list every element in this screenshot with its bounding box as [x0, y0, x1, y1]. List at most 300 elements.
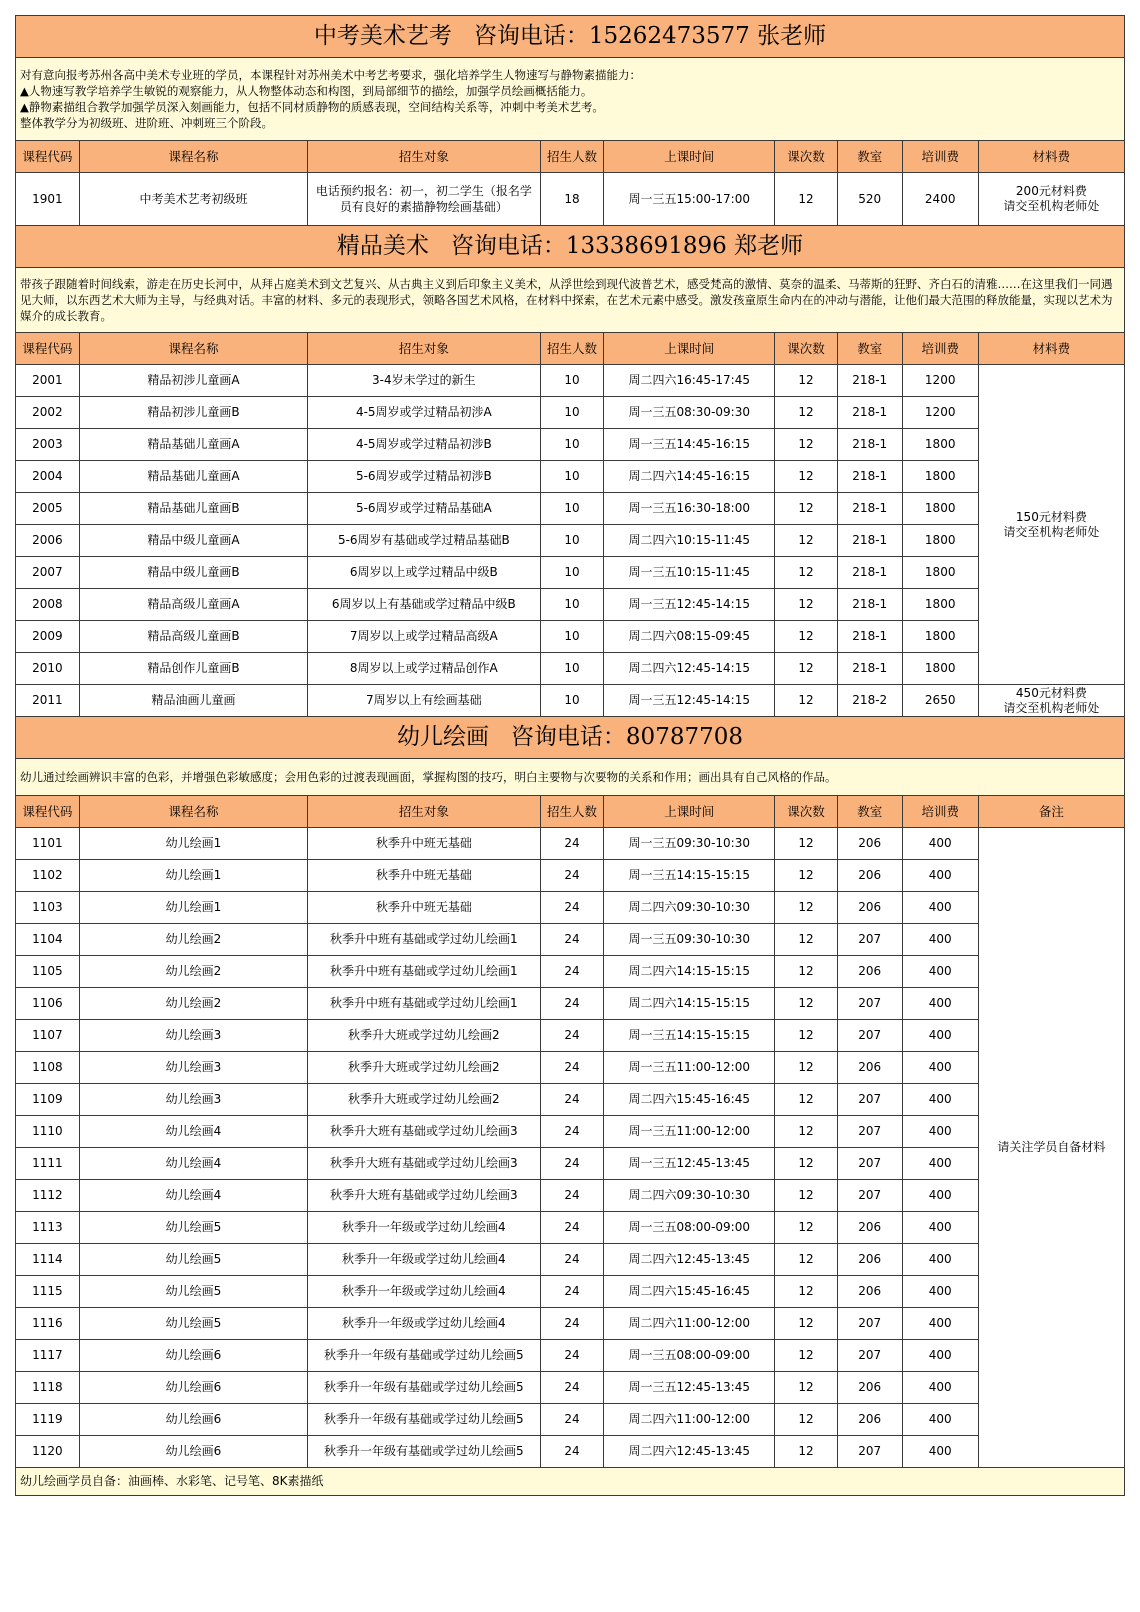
material-fee-cell — [978, 173, 1124, 226]
class-time-cell: 周二四六12:45-14:15 — [604, 653, 775, 685]
table-row — [16, 1404, 1125, 1436]
course-name-cell: 精品基础儿童画A — [79, 429, 307, 461]
course-code-cell: 2011 — [16, 685, 80, 717]
session-count-cell: 12 — [775, 621, 838, 653]
table-row — [16, 956, 1125, 988]
course-name-cell: 精品油画儿童画 — [79, 685, 307, 717]
table-row — [16, 173, 1125, 226]
course-code-cell: 1901 — [16, 173, 80, 226]
desc-line: 幼儿通过绘画辨识丰富的色彩，并增强色彩敏感度；会用色彩的过渡表现画面，掌握构图的技巧，明白主要物与次要物的关系和作用；画出具有自己风格的作品。 — [20, 770, 837, 784]
tuition-cell: 400 — [902, 988, 978, 1020]
column-header: 教室 — [837, 141, 902, 173]
section-title-text: 中考美术艺考 — [313, 23, 452, 49]
tuition-cell: 400 — [902, 1212, 978, 1244]
course-name-cell: 幼儿绘画2 — [79, 988, 307, 1020]
column-header: 课程代码 — [16, 796, 80, 828]
table-row — [16, 685, 1125, 717]
enroll-count-cell: 10 — [540, 589, 604, 621]
classroom-cell: 206 — [837, 1276, 902, 1308]
section-phone: 咨询电话：13338691896 郑老师 — [450, 233, 804, 259]
class-time-cell: 周二四六09:30-10:30 — [604, 892, 775, 924]
course-name-cell: 幼儿绘画2 — [79, 924, 307, 956]
table-row — [16, 988, 1125, 1020]
enroll-count-cell: 24 — [540, 1308, 604, 1340]
column-header: 招生人数 — [540, 796, 604, 828]
desc-line: ▲静物素描组合教学加强学员深入刻画能力，包括不同材质静物的质感表现，空间结构关系等，冲刺中考美术艺考。 — [20, 100, 604, 114]
column-header: 招生对象 — [308, 141, 540, 173]
class-time-cell: 周二四六09:30-10:30 — [604, 1180, 775, 1212]
table-row — [16, 1020, 1125, 1052]
enroll-count-cell: 24 — [540, 1180, 604, 1212]
classroom-cell: 207 — [837, 924, 902, 956]
class-time-cell: 周一三五12:45-13:45 — [604, 1148, 775, 1180]
class-time-cell: 周一三五14:15-15:15 — [604, 1020, 775, 1052]
session-count-cell: 12 — [775, 365, 838, 397]
classroom-cell: 206 — [837, 1052, 902, 1084]
course-code-cell: 1104 — [16, 924, 80, 956]
table-row — [16, 429, 1125, 461]
classroom-cell: 218-1 — [837, 557, 902, 589]
classroom-cell: 206 — [837, 1212, 902, 1244]
session-count-cell: 12 — [775, 557, 838, 589]
table-row — [16, 365, 1125, 397]
column-header: 课程代码 — [16, 333, 80, 365]
table-row — [16, 1116, 1125, 1148]
table-row — [16, 828, 1125, 860]
course-code-cell: 1113 — [16, 1212, 80, 1244]
classroom-cell: 218-1 — [837, 525, 902, 557]
course-code-cell: 1102 — [16, 860, 80, 892]
course-name-cell: 幼儿绘画3 — [79, 1084, 307, 1116]
material-line: 450元材料费 — [1015, 685, 1087, 700]
session-count-cell: 12 — [775, 1148, 838, 1180]
session-count-cell: 12 — [775, 685, 838, 717]
column-header: 课程代码 — [16, 141, 80, 173]
course-name-cell: 幼儿绘画3 — [79, 1052, 307, 1084]
target-cell: 6周岁以上或学过精品中级B — [308, 557, 540, 589]
tuition-cell: 400 — [902, 1148, 978, 1180]
column-header: 培训费 — [902, 796, 978, 828]
classroom-cell: 207 — [837, 1020, 902, 1052]
target-cell: 6周岁以上有基础或学过精品中级B — [308, 589, 540, 621]
classroom-cell: 520 — [837, 173, 902, 226]
classroom-cell: 206 — [837, 860, 902, 892]
table-header-row — [16, 796, 1125, 828]
table-row — [16, 621, 1125, 653]
table-row — [16, 653, 1125, 685]
classroom-cell: 206 — [837, 956, 902, 988]
course-code-cell: 1103 — [16, 892, 80, 924]
class-time-cell: 周二四六10:15-11:45 — [604, 525, 775, 557]
session-count-cell: 12 — [775, 892, 838, 924]
target-cell: 秋季升中班无基础 — [308, 892, 540, 924]
session-count-cell: 12 — [775, 1436, 838, 1468]
course-name-cell: 幼儿绘画5 — [79, 1308, 307, 1340]
class-time-cell: 周一三五11:00-12:00 — [604, 1116, 775, 1148]
course-code-cell: 2003 — [16, 429, 80, 461]
enroll-count-cell: 10 — [540, 429, 604, 461]
column-header: 招生对象 — [308, 333, 540, 365]
enroll-count-cell: 24 — [540, 1084, 604, 1116]
class-time-cell: 周一三五09:30-10:30 — [604, 924, 775, 956]
class-time-cell: 周二四六11:00-12:00 — [604, 1404, 775, 1436]
tuition-cell: 1800 — [902, 621, 978, 653]
table-row — [16, 1084, 1125, 1116]
section-desc-row — [16, 268, 1125, 333]
course-name-cell: 幼儿绘画6 — [79, 1436, 307, 1468]
tuition-cell: 400 — [902, 860, 978, 892]
target-cell: 秋季升中班有基础或学过幼儿绘画1 — [308, 956, 540, 988]
material-fee-cell — [978, 685, 1124, 717]
table-row — [16, 1340, 1125, 1372]
classroom-cell: 207 — [837, 1180, 902, 1212]
enroll-count-cell: 10 — [540, 621, 604, 653]
tuition-cell: 1800 — [902, 525, 978, 557]
column-header: 材料费 — [978, 141, 1124, 173]
enroll-count-cell: 24 — [540, 1372, 604, 1404]
class-time-cell: 周一三五16:30-18:00 — [604, 493, 775, 525]
tuition-cell: 1800 — [902, 461, 978, 493]
course-code-cell: 2006 — [16, 525, 80, 557]
course-code-cell: 1120 — [16, 1436, 80, 1468]
session-count-cell: 12 — [775, 1020, 838, 1052]
course-name-cell: 幼儿绘画4 — [79, 1180, 307, 1212]
target-cell: 4-5周岁或学过精品初涉A — [308, 397, 540, 429]
section-phone: 咨询电话：15262473577 张老师 — [473, 23, 827, 49]
classroom-cell: 206 — [837, 1244, 902, 1276]
material-line: 请交至机构老师处 — [1003, 524, 1100, 539]
enroll-count-cell: 24 — [540, 924, 604, 956]
classroom-cell: 218-1 — [837, 397, 902, 429]
class-time-cell: 周二四六15:45-16:45 — [604, 1276, 775, 1308]
course-name-cell: 精品基础儿童画A — [79, 461, 307, 493]
class-time-cell: 周二四六08:15-09:45 — [604, 621, 775, 653]
enroll-count-cell: 24 — [540, 892, 604, 924]
enroll-count-cell: 18 — [540, 173, 604, 226]
tuition-cell: 400 — [902, 1404, 978, 1436]
column-header: 教室 — [837, 796, 902, 828]
course-code-cell: 1117 — [16, 1340, 80, 1372]
class-time-cell: 周一三五12:45-14:15 — [604, 589, 775, 621]
session-count-cell: 12 — [775, 988, 838, 1020]
tuition-cell: 2400 — [902, 173, 978, 226]
column-header: 材料费 — [978, 333, 1124, 365]
class-time-cell: 周二四六12:45-13:45 — [604, 1244, 775, 1276]
target-cell: 秋季升大班或学过幼儿绘画2 — [308, 1084, 540, 1116]
course-code-cell: 1107 — [16, 1020, 80, 1052]
tuition-cell: 400 — [902, 892, 978, 924]
classroom-cell: 207 — [837, 1148, 902, 1180]
classroom-cell: 207 — [837, 1436, 902, 1468]
target-cell: 秋季升中班无基础 — [308, 860, 540, 892]
class-time-cell: 周一三五08:30-09:30 — [604, 397, 775, 429]
enroll-count-cell: 10 — [540, 365, 604, 397]
enroll-count-cell: 24 — [540, 1212, 604, 1244]
material-line: 请交至机构老师处 — [1003, 199, 1100, 213]
classroom-cell: 207 — [837, 1084, 902, 1116]
target-cell: 秋季升一年级有基础或学过幼儿绘画5 — [308, 1404, 540, 1436]
course-code-cell: 2004 — [16, 461, 80, 493]
target-cell: 3-4岁未学过的新生 — [308, 365, 540, 397]
tuition-cell: 400 — [902, 1340, 978, 1372]
course-code-cell: 2002 — [16, 397, 80, 429]
column-header: 备注 — [978, 796, 1124, 828]
tuition-cell: 1800 — [902, 429, 978, 461]
course-name-cell: 幼儿绘画6 — [79, 1340, 307, 1372]
class-time-cell: 周一三五15:00-17:00 — [604, 173, 775, 226]
desc-line: 对有意向报考苏州各高中美术专业班的学员，本课程针对苏州美术中考艺考要求，强化培养学生人物速写与静物素描能力： — [20, 68, 641, 82]
class-time-cell: 周一三五14:15-15:15 — [604, 860, 775, 892]
section-title-text: 精品美术 — [336, 233, 429, 259]
course-code-cell: 2001 — [16, 365, 80, 397]
course-code-cell: 2008 — [16, 589, 80, 621]
enroll-count-cell: 10 — [540, 557, 604, 589]
table-row — [16, 1244, 1125, 1276]
course-name-cell: 幼儿绘画6 — [79, 1404, 307, 1436]
section-title — [16, 226, 1125, 268]
tuition-cell: 1800 — [902, 589, 978, 621]
course-name-cell: 幼儿绘画1 — [79, 860, 307, 892]
session-count-cell: 12 — [775, 589, 838, 621]
enroll-count-cell: 10 — [540, 461, 604, 493]
tuition-cell: 400 — [902, 1020, 978, 1052]
course-name-cell: 幼儿绘画5 — [79, 1212, 307, 1244]
course-name-cell: 幼儿绘画1 — [79, 892, 307, 924]
enroll-count-cell: 10 — [540, 397, 604, 429]
target-cell: 秋季升一年级或学过幼儿绘画4 — [308, 1276, 540, 1308]
table-row — [16, 397, 1125, 429]
course-schedule-sheet — [15, 15, 1125, 1496]
footer-row — [16, 1468, 1125, 1496]
target-cell: 电话预约报名：初一，初二学生（报名学员有良好的素描静物绘画基础） — [308, 173, 540, 226]
class-time-cell: 周二四六14:15-15:15 — [604, 956, 775, 988]
classroom-cell: 218-1 — [837, 461, 902, 493]
course-code-cell: 2010 — [16, 653, 80, 685]
section-description — [16, 268, 1125, 333]
course-name-cell: 精品基础儿童画B — [79, 493, 307, 525]
target-cell: 5-6周岁有基础或学过精品基础B — [308, 525, 540, 557]
column-header: 课次数 — [775, 796, 838, 828]
class-time-cell: 周一三五11:00-12:00 — [604, 1052, 775, 1084]
session-count-cell: 12 — [775, 429, 838, 461]
course-name-cell: 幼儿绘画5 — [79, 1244, 307, 1276]
column-header: 课程名称 — [79, 333, 307, 365]
course-name-cell: 幼儿绘画4 — [79, 1148, 307, 1180]
enroll-count-cell: 24 — [540, 828, 604, 860]
course-name-cell: 精品高级儿童画B — [79, 621, 307, 653]
target-cell: 秋季升大班或学过幼儿绘画2 — [308, 1052, 540, 1084]
classroom-cell: 206 — [837, 828, 902, 860]
enroll-count-cell: 24 — [540, 1276, 604, 1308]
target-cell: 秋季升大班有基础或学过幼儿绘画3 — [308, 1116, 540, 1148]
session-count-cell: 12 — [775, 956, 838, 988]
session-count-cell: 12 — [775, 1084, 838, 1116]
session-count-cell: 12 — [775, 860, 838, 892]
session-count-cell: 12 — [775, 525, 838, 557]
course-code-cell: 1108 — [16, 1052, 80, 1084]
course-code-cell: 1118 — [16, 1372, 80, 1404]
classroom-cell: 218-1 — [837, 429, 902, 461]
table-row — [16, 1276, 1125, 1308]
footer-note: 幼儿绘画学员自备：油画棒、水彩笔、记号笔、8K素描纸 — [16, 1468, 1125, 1496]
column-header: 课程名称 — [79, 796, 307, 828]
session-count-cell: 12 — [775, 1244, 838, 1276]
column-header: 上课时间 — [604, 333, 775, 365]
course-name-cell: 幼儿绘画5 — [79, 1276, 307, 1308]
course-code-cell: 1114 — [16, 1244, 80, 1276]
table-row — [16, 1308, 1125, 1340]
enroll-count-cell: 24 — [540, 1404, 604, 1436]
enroll-count-cell: 24 — [540, 1340, 604, 1372]
course-name-cell: 精品中级儿童画A — [79, 525, 307, 557]
target-cell: 秋季升中班有基础或学过幼儿绘画1 — [308, 988, 540, 1020]
section-phone: 咨询电话：80787708 — [510, 724, 743, 750]
target-cell: 7周岁以上有绘画基础 — [308, 685, 540, 717]
tuition-cell: 1200 — [902, 397, 978, 429]
session-count-cell: 12 — [775, 1212, 838, 1244]
tuition-cell: 2650 — [902, 685, 978, 717]
classroom-cell: 206 — [837, 892, 902, 924]
material-line: 150元材料费 — [1015, 509, 1087, 524]
section-title-text: 幼儿绘画 — [396, 724, 489, 750]
course-name-cell: 精品初涉儿童画B — [79, 397, 307, 429]
enroll-count-cell: 24 — [540, 860, 604, 892]
tuition-cell: 400 — [902, 1436, 978, 1468]
column-header: 招生人数 — [540, 333, 604, 365]
enroll-count-cell: 10 — [540, 493, 604, 525]
course-name-cell: 幼儿绘画6 — [79, 1372, 307, 1404]
session-count-cell: 12 — [775, 1276, 838, 1308]
class-time-cell: 周二四六12:45-13:45 — [604, 1436, 775, 1468]
column-header: 招生人数 — [540, 141, 604, 173]
classroom-cell: 206 — [837, 1372, 902, 1404]
table-row — [16, 589, 1125, 621]
section-desc-row — [16, 58, 1125, 141]
course-name-cell: 幼儿绘画1 — [79, 828, 307, 860]
enroll-count-cell: 24 — [540, 1020, 604, 1052]
session-count-cell: 12 — [775, 924, 838, 956]
column-header: 培训费 — [902, 141, 978, 173]
tuition-cell: 1800 — [902, 557, 978, 589]
class-time-cell: 周二四六16:45-17:45 — [604, 365, 775, 397]
tuition-cell: 400 — [902, 1116, 978, 1148]
table-row — [16, 1052, 1125, 1084]
enroll-count-cell: 24 — [540, 1436, 604, 1468]
course-name-cell: 幼儿绘画2 — [79, 956, 307, 988]
table-row — [16, 1212, 1125, 1244]
section-title — [16, 717, 1125, 759]
course-code-cell: 1116 — [16, 1308, 80, 1340]
table-row — [16, 1372, 1125, 1404]
class-time-cell: 周二四六14:15-15:15 — [604, 988, 775, 1020]
section-title-row — [16, 717, 1125, 759]
tuition-cell: 400 — [902, 1308, 978, 1340]
table-row — [16, 924, 1125, 956]
course-name-cell: 精品中级儿童画B — [79, 557, 307, 589]
target-cell: 秋季升大班有基础或学过幼儿绘画3 — [308, 1148, 540, 1180]
target-cell: 秋季升一年级有基础或学过幼儿绘画5 — [308, 1436, 540, 1468]
target-cell: 秋季升一年级有基础或学过幼儿绘画5 — [308, 1372, 540, 1404]
class-time-cell: 周一三五08:00-09:00 — [604, 1340, 775, 1372]
class-time-cell: 周二四六15:45-16:45 — [604, 1084, 775, 1116]
enroll-count-cell: 24 — [540, 1052, 604, 1084]
section-title — [16, 16, 1125, 58]
tuition-cell: 400 — [902, 956, 978, 988]
table-row — [16, 1180, 1125, 1212]
course-code-cell: 1101 — [16, 828, 80, 860]
course-name-cell: 精品高级儿童画A — [79, 589, 307, 621]
course-name-cell: 精品创作儿童画B — [79, 653, 307, 685]
table-body — [16, 16, 1125, 1496]
section-title-row — [16, 226, 1125, 268]
target-cell: 7周岁以上或学过精品高级A — [308, 621, 540, 653]
course-name-cell: 幼儿绘画3 — [79, 1020, 307, 1052]
tuition-cell: 400 — [902, 1052, 978, 1084]
table-row — [16, 493, 1125, 525]
course-code-cell: 1110 — [16, 1116, 80, 1148]
enroll-count-cell: 24 — [540, 1244, 604, 1276]
session-count-cell: 12 — [775, 173, 838, 226]
target-cell: 5-6周岁或学过精品基础A — [308, 493, 540, 525]
classroom-cell: 206 — [837, 1404, 902, 1436]
material-fee-cell — [978, 365, 1124, 685]
course-code-cell: 1112 — [16, 1180, 80, 1212]
class-time-cell: 周一三五09:30-10:30 — [604, 828, 775, 860]
course-table — [15, 15, 1125, 1496]
tuition-cell: 400 — [902, 1372, 978, 1404]
column-header: 上课时间 — [604, 796, 775, 828]
table-row — [16, 1436, 1125, 1468]
target-cell: 秋季升一年级有基础或学过幼儿绘画5 — [308, 1340, 540, 1372]
classroom-cell: 207 — [837, 1340, 902, 1372]
session-count-cell: 12 — [775, 461, 838, 493]
table-row — [16, 525, 1125, 557]
classroom-cell: 207 — [837, 1308, 902, 1340]
table-row — [16, 892, 1125, 924]
tuition-cell: 1800 — [902, 493, 978, 525]
column-header: 招生对象 — [308, 796, 540, 828]
classroom-cell: 218-2 — [837, 685, 902, 717]
column-header: 教室 — [837, 333, 902, 365]
target-cell: 秋季升一年级或学过幼儿绘画4 — [308, 1212, 540, 1244]
session-count-cell: 12 — [775, 1404, 838, 1436]
enroll-count-cell: 10 — [540, 685, 604, 717]
course-code-cell: 1106 — [16, 988, 80, 1020]
course-name-cell: 中考美术艺考初级班 — [79, 173, 307, 226]
class-time-cell: 周一三五08:00-09:00 — [604, 1212, 775, 1244]
target-cell: 5-6周岁或学过精品初涉B — [308, 461, 540, 493]
enroll-count-cell: 24 — [540, 1148, 604, 1180]
class-time-cell: 周二四六11:00-12:00 — [604, 1308, 775, 1340]
section-description — [16, 759, 1125, 796]
course-code-cell: 1115 — [16, 1276, 80, 1308]
column-header: 上课时间 — [604, 141, 775, 173]
enroll-count-cell: 24 — [540, 1116, 604, 1148]
course-code-cell: 2007 — [16, 557, 80, 589]
classroom-cell: 218-1 — [837, 365, 902, 397]
column-header: 课次数 — [775, 141, 838, 173]
target-cell: 秋季升中班无基础 — [308, 828, 540, 860]
classroom-cell: 207 — [837, 1116, 902, 1148]
course-code-cell: 1109 — [16, 1084, 80, 1116]
tuition-cell: 400 — [902, 924, 978, 956]
remark-cell: 请关注学员自备材料 — [978, 828, 1124, 1468]
target-cell: 秋季升大班有基础或学过幼儿绘画3 — [308, 1180, 540, 1212]
session-count-cell: 12 — [775, 397, 838, 429]
course-name-cell: 幼儿绘画4 — [79, 1116, 307, 1148]
table-row — [16, 860, 1125, 892]
column-header: 课程名称 — [79, 141, 307, 173]
